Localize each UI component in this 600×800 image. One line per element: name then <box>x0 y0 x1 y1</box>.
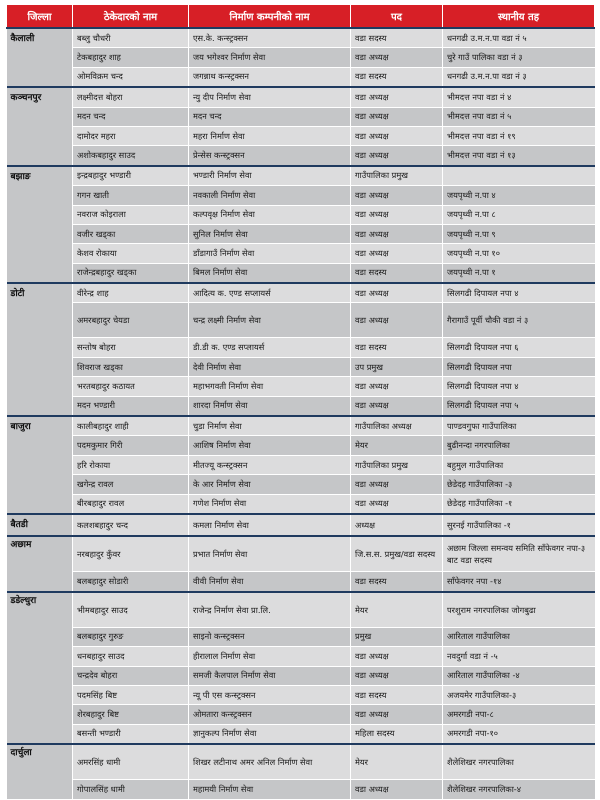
post-cell: वडा अध्यक्ष <box>351 705 443 724</box>
local-cell: पाण्डवगुफा गाउँपालिका <box>443 416 595 436</box>
contractor-cell: अशोकबहादुर साउद <box>73 146 189 166</box>
table-row <box>7 416 595 436</box>
table-row <box>7 744 595 780</box>
contractor-cell: इन्द्रबहादुर भण्डारी <box>73 166 189 186</box>
local-cell: भीमदत्त नपा वडा नं ४ <box>443 87 595 107</box>
table-row <box>7 283 595 303</box>
table-row <box>7 166 595 186</box>
company-cell: समजी कैलपाल निर्माण सेवा <box>189 666 351 685</box>
table-row <box>7 107 595 126</box>
contractor-cell: बलबहादुर गुरुङ <box>73 627 189 646</box>
table-header <box>7 5 595 29</box>
post-cell: वडा अध्यक्ष <box>351 494 443 514</box>
contractor-cell: अमरबहादुर चेयडा <box>73 303 189 338</box>
company-cell: बिमल निर्माण सेवा <box>189 263 351 283</box>
table-row <box>7 666 595 685</box>
table-row <box>7 87 595 107</box>
company-cell: शिखर लटीनाथ अमर अनिल निर्माण सेवा <box>189 744 351 780</box>
post-cell: वडा अध्यक्ष <box>351 146 443 166</box>
local-cell: बहुमुल गाउँपालिका <box>443 455 595 474</box>
contractor-cell: बीरबहादुर रावल <box>73 494 189 514</box>
table-row <box>7 592 595 628</box>
contractor-cell: पदमकुमार गिरी <box>73 436 189 455</box>
post-cell: गाउँपालिका प्रमुख <box>351 455 443 474</box>
contractor-cell: कालीबहादुर शाही <box>73 416 189 436</box>
company-cell: न्यु दीप निर्माण सेवा <box>189 87 351 107</box>
local-cell: जयपृथ्वी न.पा ४ <box>443 186 595 205</box>
local-cell: सिलगढी दिपायल नपा ४ <box>443 283 595 303</box>
local-cell: भीमदत्त नपा वडा नं ५ <box>443 107 595 126</box>
header-post: पद <box>351 5 443 29</box>
company-cell: देवी निर्माण सेवा <box>189 357 351 376</box>
company-cell: महरा निर्माण सेवा <box>189 126 351 145</box>
post-cell: वडा अध्यक्ष <box>351 780 443 799</box>
table-row <box>7 705 595 724</box>
table-row <box>7 303 595 338</box>
contractor-cell: भरतबहादुर कठायत <box>73 377 189 396</box>
contractor-cell: राजेन्द्रबहादुर खड्का <box>73 263 189 283</box>
contractor-cell: गोपालसिंह धामी <box>73 780 189 799</box>
table-row <box>7 244 595 263</box>
district-cell: अछाम <box>7 536 73 591</box>
district-cell: बाजुरा <box>7 416 73 514</box>
local-cell: सिलगढी दिपायल नपा ६ <box>443 338 595 357</box>
table-row <box>7 396 595 416</box>
post-cell: प्रमुख <box>351 627 443 646</box>
contractor-cell: वजीर खड्का <box>73 224 189 243</box>
local-cell: सुरनई गाउँपालिका -१ <box>443 514 595 536</box>
company-cell: एस.के. कन्स्ट्रक्सन <box>189 28 351 48</box>
post-cell: मेयर <box>351 436 443 455</box>
company-cell: चन्द्र लक्ष्मी निर्माण सेवा <box>189 303 351 338</box>
contractor-cell: कलशबहादुर चन्द <box>73 514 189 536</box>
company-cell: नवकाली निर्माण सेवा <box>189 186 351 205</box>
table-row <box>7 357 595 376</box>
contractor-cell: खगेन्द्र रावल <box>73 475 189 494</box>
contractor-cell: चन्द्रदेव बोहरा <box>73 666 189 685</box>
local-cell: शैलेशिखर नगरपालिका <box>443 744 595 780</box>
post-cell: वडा अध्यक्ष <box>351 205 443 224</box>
local-cell: सिलगढी दिपायल नपा <box>443 357 595 376</box>
contractor-cell: बलबहादुर सोडारी <box>73 572 189 592</box>
company-cell: गणेश निर्माण सेवा <box>189 494 351 514</box>
table-row <box>7 67 595 87</box>
header-district: जिल्ला <box>7 5 73 29</box>
local-cell: धनगढी उ.म.न.पा वडा नं ३ <box>443 67 595 87</box>
company-cell: ज्ञानुकल्प निर्माण सेवा <box>189 724 351 744</box>
contractor-cell: मदन भण्डारी <box>73 396 189 416</box>
company-cell: चुडा निर्माण सेवा <box>189 416 351 436</box>
local-cell: छेडेदह गाउँपालिका -३ <box>443 475 595 494</box>
local-cell <box>443 166 595 186</box>
local-cell: अमरगडी नपा-८ <box>443 705 595 724</box>
contractor-cell: अमरसिंह धामी <box>73 744 189 780</box>
local-cell: भीमदत्त नपा वडा नं १३ <box>443 146 595 166</box>
local-cell: अजयमेर गाउँपालिका-३ <box>443 685 595 704</box>
contractor-cell: वीरेन्द्र शाह <box>73 283 189 303</box>
post-cell: वडा अध्यक्ष <box>351 666 443 685</box>
table-row <box>7 536 595 572</box>
company-cell: डाँडागाउँ निर्माण सेवा <box>189 244 351 263</box>
local-cell: छेडेदह गाउँपालिका -१ <box>443 494 595 514</box>
header-company: निर्माण कम्पनीको नाम <box>189 5 351 29</box>
contractor-cell: पदमसिंह बिष्ट <box>73 685 189 704</box>
company-cell: महामयी निर्माण सेवा <box>189 780 351 799</box>
table-row <box>7 780 595 799</box>
post-cell: मेयर <box>351 592 443 628</box>
local-cell: सिलगढी दिपायल नपा ४ <box>443 377 595 396</box>
company-cell: साइनो कन्स्ट्रक्सन <box>189 627 351 646</box>
table-row <box>7 724 595 744</box>
post-cell: उप प्रमुख <box>351 357 443 376</box>
company-cell: ओमतारा कन्स्ट्रक्सन <box>189 705 351 724</box>
post-cell: वडा सदस्य <box>351 685 443 704</box>
local-cell: चुरे गाउँ पालिका वडा नं ३ <box>443 48 595 67</box>
table-row <box>7 436 595 455</box>
post-cell: मेयर <box>351 744 443 780</box>
post-cell: वडा अध्यक्ष <box>351 377 443 396</box>
local-cell: जयपृथ्वी न.पा ८ <box>443 205 595 224</box>
local-cell: सिलगढी दिपायल नपा ५ <box>443 396 595 416</box>
district-cell: दार्चुला <box>7 744 73 799</box>
company-cell: मदन चन्द <box>189 107 351 126</box>
district-cell: बझाङ <box>7 166 73 283</box>
table-row <box>7 146 595 166</box>
company-cell: जय भगेश्वर निर्माण सेवा <box>189 48 351 67</box>
table-row <box>7 647 595 666</box>
table-row <box>7 514 595 536</box>
company-cell: कल्पवृक्ष निर्माण सेवा <box>189 205 351 224</box>
contractor-cell: लक्ष्मीदत्त बोहरा <box>73 87 189 107</box>
contractor-cell: नरबहादुर कुँवर <box>73 536 189 572</box>
company-cell: प्रेन्सेस कन्स्ट्रक्सन <box>189 146 351 166</box>
post-cell: अध्यक्ष <box>351 514 443 536</box>
district-cell: कञ्चनपुर <box>7 87 73 166</box>
post-cell: वडा सदस्य <box>351 28 443 48</box>
contractor-cell: शिवराज खड्का <box>73 357 189 376</box>
table-row <box>7 224 595 243</box>
header-local-level: स्थानीय तह <box>443 5 595 29</box>
company-cell: डी.डी क. एण्ड सप्लायर्स <box>189 338 351 357</box>
district-cell: कैलाली <box>7 28 73 87</box>
post-cell: वडा अध्यक्ष <box>351 647 443 666</box>
contractor-cell: केशव रोकाया <box>73 244 189 263</box>
table-row <box>7 205 595 224</box>
table-row <box>7 48 595 67</box>
post-cell: वडा अध्यक्ष <box>351 48 443 67</box>
company-cell: न्यू पी एस कन्स्ट्रक्सन <box>189 685 351 704</box>
company-cell: आशिष निर्माण सेवा <box>189 436 351 455</box>
local-cell: गैरागाउँ पूर्वी चौकी वडा नं ३ <box>443 303 595 338</box>
district-cell: बैतडी <box>7 514 73 536</box>
company-cell: के आर निर्माण सेवा <box>189 475 351 494</box>
post-cell: गाउँपालिका अध्यक्ष <box>351 416 443 436</box>
contractor-cell: ओमविक्रम चन्द <box>73 67 189 87</box>
local-cell: भीमदत्त नपा वडा नं १९ <box>443 126 595 145</box>
company-cell: वीवी निर्माण सेवा <box>189 572 351 592</box>
company-cell: आदित्य क. एण्ड सप्लायर्स <box>189 283 351 303</box>
post-cell: वडा अध्यक्ष <box>351 244 443 263</box>
contractor-cell: गगन खाती <box>73 186 189 205</box>
local-cell: अछाम जिल्ला समन्वय समिति साँफेवगर नपा-३ बाट वडा सदस्य <box>443 536 595 572</box>
district-cell: डोटी <box>7 283 73 416</box>
table-row <box>7 494 595 514</box>
contractor-cell: धनबहादुर साउद <box>73 647 189 666</box>
contractor-cell: मदन चन्द <box>73 107 189 126</box>
table-row <box>7 627 595 646</box>
post-cell: वडा अध्यक्ष <box>351 107 443 126</box>
local-cell: नवदुर्गा वडा नं -५ <box>443 647 595 666</box>
table-row <box>7 263 595 283</box>
post-cell: वडा अध्यक्ष <box>351 87 443 107</box>
post-cell: वडा अध्यक्ष <box>351 396 443 416</box>
post-cell: वडा अध्यक्ष <box>351 224 443 243</box>
local-cell: जयपृथ्वी न.पा ९ <box>443 224 595 243</box>
company-cell: प्रभात निर्माण सेवा <box>189 536 351 572</box>
contractor-cell: हरि रोकाया <box>73 455 189 474</box>
local-cell: साँफेवगर नपा -१४ <box>443 572 595 592</box>
post-cell: वडा अध्यक्ष <box>351 283 443 303</box>
contractor-cell: टेकबहादुर शाह <box>73 48 189 67</box>
company-cell: भण्डारी निर्माण सेवा <box>189 166 351 186</box>
local-cell: जयपृथ्वी न.पा १ <box>443 263 595 283</box>
table-row <box>7 685 595 704</box>
contractor-cell: शेरबहादुर बिष्ट <box>73 705 189 724</box>
local-cell: शैलेशिखर नगरपालिका-४ <box>443 780 595 799</box>
contractor-cell: सन्तोष बोहरा <box>73 338 189 357</box>
contractor-cell: नवराज कोइराला <box>73 205 189 224</box>
post-cell: वडा सदस्य <box>351 338 443 357</box>
table-row <box>7 338 595 357</box>
contractor-cell: भीमबहादुर साउद <box>73 592 189 628</box>
post-cell: वडा अध्यक्ष <box>351 186 443 205</box>
local-cell: बुढीनन्दा नगरपालिका <box>443 436 595 455</box>
company-cell: मीतज्यू कन्स्ट्रक्सन <box>189 455 351 474</box>
local-cell: अमरगडी नपा-१० <box>443 724 595 744</box>
local-cell: परशुराम नगरपालिका जोगबुढा <box>443 592 595 628</box>
local-cell: आरिताल गाउँपालिका <box>443 627 595 646</box>
post-cell: महिला सदस्य <box>351 724 443 744</box>
contractor-cell: बसन्ती भण्डारी <box>73 724 189 744</box>
company-cell: हीरालाल निर्माण सेवा <box>189 647 351 666</box>
table-row <box>7 475 595 494</box>
company-cell: महाभगवती निर्माण सेवा <box>189 377 351 396</box>
contractor-cell: बब्लु चौधरी <box>73 28 189 48</box>
table-row <box>7 455 595 474</box>
local-cell: आरिताल गाउँपालिका -४ <box>443 666 595 685</box>
post-cell: जि.स.स. प्रमुख/वडा सदस्य <box>351 536 443 572</box>
table-row <box>7 28 595 48</box>
post-cell: वडा सदस्य <box>351 263 443 283</box>
local-cell: धनगढी उ.म.न.पा वडा नं ५ <box>443 28 595 48</box>
post-cell: वडा सदस्य <box>351 67 443 87</box>
table-row <box>7 126 595 145</box>
table-row <box>7 377 595 396</box>
table-row <box>7 186 595 205</box>
post-cell: गाउँपालिका प्रमुख <box>351 166 443 186</box>
contractor-cell: दामोदर महरा <box>73 126 189 145</box>
table-body <box>7 28 595 799</box>
post-cell: वडा अध्यक्ष <box>351 303 443 338</box>
company-cell: सुनिल निर्माण सेवा <box>189 224 351 243</box>
local-cell: जयपृथ्वी न.पा १० <box>443 244 595 263</box>
post-cell: वडा अध्यक्ष <box>351 475 443 494</box>
company-cell: जगन्नाथ कन्स्ट्रक्सन <box>189 67 351 87</box>
company-cell: कमला निर्माण सेवा <box>189 514 351 536</box>
post-cell: वडा अध्यक्ष <box>351 126 443 145</box>
contractor-table <box>6 4 595 800</box>
table-row <box>7 572 595 592</box>
post-cell: वडा सदस्य <box>351 572 443 592</box>
company-cell: शारदा निर्माण सेवा <box>189 396 351 416</box>
company-cell: राजेन्द्र निर्माण सेवा प्रा.लि. <box>189 592 351 628</box>
header-contractor: ठेकेदारको नाम <box>73 5 189 29</box>
district-cell: डडेल्धुरा <box>7 592 73 744</box>
